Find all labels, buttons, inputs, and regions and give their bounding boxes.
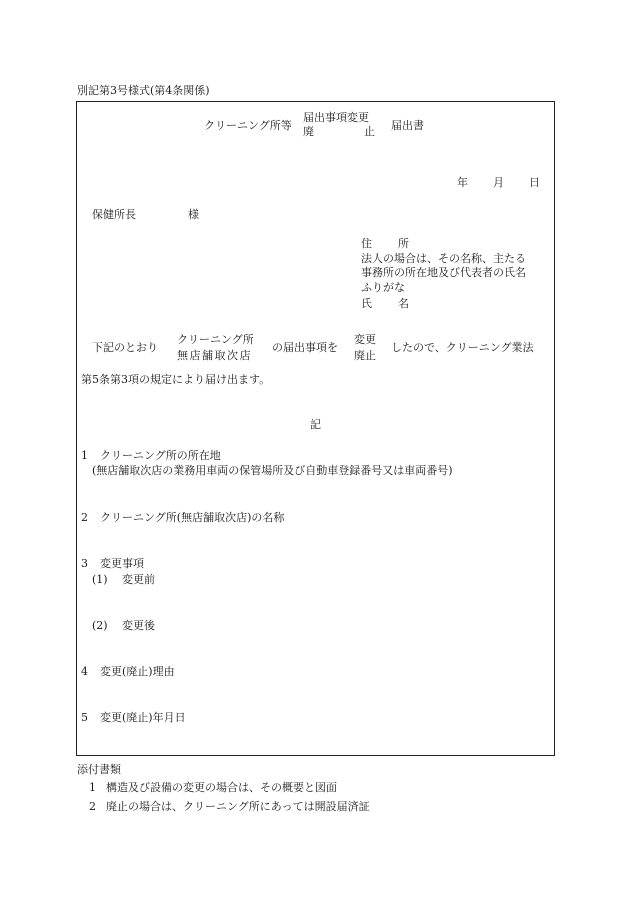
- attachment-number: 2: [89, 800, 96, 813]
- body-lead: 下記のとおり: [92, 341, 158, 354]
- attachment-text: 廃止の場合は、クリーニング所にあっては開設届済証: [106, 800, 370, 813]
- item-number: 5: [81, 711, 88, 724]
- item-number: 2: [81, 511, 88, 524]
- subitem-label: 変更後: [122, 619, 155, 632]
- address-label-2: 所: [398, 237, 409, 250]
- body-tail: したので、クリーニング業法: [391, 341, 534, 354]
- title-suffix: 届出書: [391, 119, 424, 132]
- body-mid: の届出事項を: [272, 341, 338, 354]
- title-notice-abolish-2: 止: [364, 125, 375, 138]
- attachment-number: 1: [89, 781, 96, 794]
- body-option-cleaning: クリーニング所: [177, 333, 254, 346]
- corp-note-line-1: 法人の場合は、その名称、主たる: [361, 252, 526, 265]
- corp-note-line-2: 事務所の所在地及び代表者の氏名: [361, 266, 526, 279]
- furigana-label: ふりがな: [361, 281, 405, 294]
- form-number-header: 別記第3号様式(第4条関係): [77, 84, 210, 97]
- attachments-heading: 添付書類: [77, 763, 121, 776]
- subitem-number: (1): [92, 573, 108, 586]
- item-label: 変更(廃止)年月日: [100, 711, 186, 724]
- name-label-2: 名: [398, 297, 409, 310]
- body-option-unmanned: 無店舗取次店: [177, 349, 252, 362]
- title-prefix: クリーニング所等: [204, 119, 292, 132]
- address-label-1: 住: [361, 237, 372, 250]
- item-label: 変更事項: [100, 557, 144, 570]
- subitem-number: (2): [92, 619, 108, 632]
- item-note: (無店舗取次店の業務用車両の保管場所及び自動車登録番号又は車両番号): [92, 464, 453, 477]
- attachment-text: 構造及び設備の変更の場合は、その概要と図面: [106, 781, 337, 794]
- title-notice-change: 届出事項変更: [303, 111, 369, 124]
- item-number: 4: [81, 665, 88, 678]
- date-day: 日: [529, 176, 540, 189]
- title-notice-abolish-1: 廃: [303, 125, 314, 138]
- ki-heading: 記: [310, 418, 321, 431]
- body-change: 変更: [354, 333, 376, 346]
- body-line-2: 第5条第3項の規定により届け出ます。: [81, 373, 271, 386]
- item-label: クリーニング所の所在地: [100, 449, 221, 462]
- addressee-title: 保健所長: [92, 208, 136, 221]
- item-number: 1: [81, 449, 88, 462]
- body-abolish: 廃止: [354, 349, 376, 362]
- name-label-1: 氏: [361, 297, 372, 310]
- date-month: 月: [493, 176, 504, 189]
- item-number: 3: [81, 557, 88, 570]
- addressee-honorific: 様: [188, 208, 199, 221]
- item-label: クリーニング所(無店舗取次店)の名称: [100, 511, 285, 524]
- date-year: 年: [457, 176, 468, 189]
- item-label: 変更(廃止)理由: [100, 665, 175, 678]
- subitem-label: 変更前: [122, 573, 155, 586]
